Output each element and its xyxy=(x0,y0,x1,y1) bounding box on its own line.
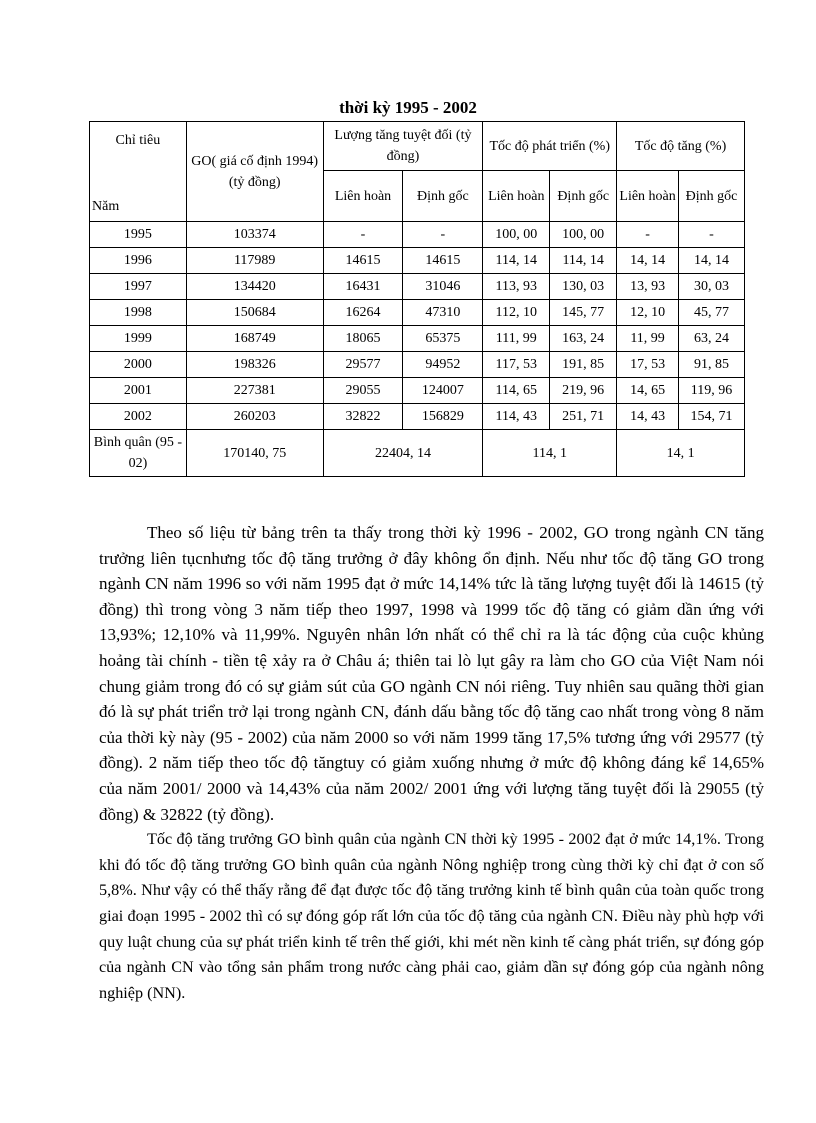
header-luong-tang: Lượng tăng tuyệt đối (tỷ đồng) xyxy=(323,122,483,171)
table-cell: 12, 10 xyxy=(617,300,679,326)
table-cell: - xyxy=(403,222,483,248)
table-cell: 47310 xyxy=(403,300,483,326)
header-dinh-goc: Định gốc xyxy=(550,171,617,222)
average-go: 170140, 75 xyxy=(186,430,323,477)
table-cell: 145, 77 xyxy=(550,300,617,326)
table-cell: 29055 xyxy=(323,378,403,404)
average-toc-do-tang: 14, 1 xyxy=(617,430,745,477)
average-luong-tang: 22404, 14 xyxy=(323,430,483,477)
table-cell: - xyxy=(617,222,679,248)
table-cell: 65375 xyxy=(403,326,483,352)
table-cell: 163, 24 xyxy=(550,326,617,352)
table-cell: 100, 00 xyxy=(483,222,550,248)
average-label: Bình quân (95 - 02) xyxy=(90,430,187,477)
table-cell: 114, 65 xyxy=(483,378,550,404)
table-cell: 31046 xyxy=(403,274,483,300)
table-cell: 1998 xyxy=(90,300,187,326)
table-cell: 168749 xyxy=(186,326,323,352)
table-cell: 14, 14 xyxy=(679,248,745,274)
table-cell: 16431 xyxy=(323,274,403,300)
table-cell: 124007 xyxy=(403,378,483,404)
table-cell: 100, 00 xyxy=(550,222,617,248)
table-row xyxy=(90,326,745,352)
table-cell: 2002 xyxy=(90,404,187,430)
table-cell: 191, 85 xyxy=(550,352,617,378)
table-cell: 14, 14 xyxy=(617,248,679,274)
table-cell: 227381 xyxy=(186,378,323,404)
header-lien-hoan: Liên hoàn xyxy=(323,171,403,222)
average-toc-do-phat-trien: 114, 1 xyxy=(483,430,617,477)
table-cell: 113, 93 xyxy=(483,274,550,300)
table-cell: 117, 53 xyxy=(483,352,550,378)
table-title: thời kỳ 1995 - 2002 xyxy=(339,98,477,117)
table-cell: 14, 65 xyxy=(617,378,679,404)
table-cell: 114, 14 xyxy=(483,248,550,274)
table-cell: 103374 xyxy=(186,222,323,248)
header-dinh-goc: Định gốc xyxy=(679,171,745,222)
table-cell: 45, 77 xyxy=(679,300,745,326)
table-cell: 130, 03 xyxy=(550,274,617,300)
table-cell: 1997 xyxy=(90,274,187,300)
table-cell: 114, 43 xyxy=(483,404,550,430)
header-chi-tieu: Chỉ tiêu xyxy=(115,133,161,148)
table-cell: 1996 xyxy=(90,248,187,274)
table-cell: 2000 xyxy=(90,352,187,378)
header-toc-do-tang: Tốc độ tăng (%) xyxy=(617,122,745,171)
table-cell: 150684 xyxy=(186,300,323,326)
table-cell: 111, 99 xyxy=(483,326,550,352)
table-cell: 16264 xyxy=(323,300,403,326)
table-cell: - xyxy=(679,222,745,248)
table-cell: 91, 85 xyxy=(679,352,745,378)
header-chi-tieu-nam xyxy=(90,122,187,222)
table-row xyxy=(90,352,745,378)
header-nam: Năm xyxy=(92,199,120,214)
table-cell: 1999 xyxy=(90,326,187,352)
table-cell: 14, 43 xyxy=(617,404,679,430)
table-cell: 32822 xyxy=(323,404,403,430)
table-cell: 198326 xyxy=(186,352,323,378)
header-toc-do-phat-trien: Tốc độ phát triển (%) xyxy=(483,122,617,171)
go-growth-table xyxy=(89,121,745,477)
table-cell: 112, 10 xyxy=(483,300,550,326)
table-row xyxy=(90,222,745,248)
table-cell: 63, 24 xyxy=(679,326,745,352)
table-cell: 114, 14 xyxy=(550,248,617,274)
table-cell: 119, 96 xyxy=(679,378,745,404)
table-row xyxy=(90,248,745,274)
table-row xyxy=(90,300,745,326)
table-cell: 11, 99 xyxy=(617,326,679,352)
table-row xyxy=(90,378,745,404)
table-cell: 94952 xyxy=(403,352,483,378)
table-cell: 117989 xyxy=(186,248,323,274)
table-cell: 251, 71 xyxy=(550,404,617,430)
table-cell: 1995 xyxy=(90,222,187,248)
table-cell: 260203 xyxy=(186,404,323,430)
paragraph-1: Theo số liệu từ bảng trên ta thấy trong thời kỳ 1996 - 2002, GO trong ngành CN tăng trưởng liên tụcnhưng tốc độ tăng trưởng ở đây không ổn định. Nếu như tốc độ tăng GO trong ngành CN năm 1996 so với năm 1995 đạt ở mức 14,14% tức là tăng lượng tuyệt đối là 14615 (tỷ đồng) thì trong vòng 3 năm tiếp theo 1997, 1998 và 1999 tốc độ tăng có giảm dần ứng với 13,93%; 12,10% và 11,99%. Nguyên nhân lớn nhất có thể chỉ ra là tác động của cuộc khủng hoảng tài chính - tiền tệ xảy ra ở Châu á; thiên tai lò lụt gây ra làm cho GO của Việt Nam nói chung giảm trong đó có sự giảm sút của GO ngành CN nói riêng. Tuy nhiên sau quãng thời gian đó là sự phát triển trở lại trong ngành CN, đánh dấu bằng tốc độ tăng cao nhất trong vòng 8 năm của thời kỳ này (95 - 2002) của năm 2000 so với năm 1999 tăng 17,5% tương ứng với 29577 (tỷ đồng). 2 năm tiếp theo tốc độ tăngtuy có giảm xuống nhưng ở mức độ không đáng kể 14,65% của năm 2001/ 2000 và 14,43% của năm 2002/ 2001 ứng với lượng tăng tuyệt đối là 29055 (tỷ đồng) & 32822 (tỷ đồng). xyxy=(99,523,764,824)
header-dinh-goc: Định gốc xyxy=(403,171,483,222)
header-go: GO( giá cố định 1994) (tỷ đồng) xyxy=(186,122,323,222)
analysis-text xyxy=(99,520,764,1006)
paragraph-2: Tốc độ tăng trưởng GO bình quân của ngành CN thời kỳ 1995 - 2002 đạt ở mức 14,1%. Trong khi đó tốc độ tăng trưởng GO bình quân của ngành Nông nghiệp trong cùng thời kỳ chỉ đạt ở con số 5,8%. Như vậy có thể thấy rằng để đạt được tốc độ tăng trưởng kinh tế bình quân của toàn quốc trong giai đoạn 1995 - 2002 thì có sự đóng góp rất lớn của tốc độ tăng của ngành CN. Điều này phù hợp với quy luật chung của sự phát triển kinh tế trên thế giới, khi mét nền kinh tế càng phát triển, sự đóng góp của ngành CN vào tổng sản phẩm trong nước càng phải cao, giảm dần sự đóng góp của ngành nông nghiệp (NN). xyxy=(99,830,764,1002)
header-lien-hoan: Liên hoàn xyxy=(617,171,679,222)
table-cell: 17, 53 xyxy=(617,352,679,378)
table-cell: - xyxy=(323,222,403,248)
header-lien-hoan: Liên hoàn xyxy=(483,171,550,222)
table-row xyxy=(90,274,745,300)
table-cell: 154, 71 xyxy=(679,404,745,430)
table-cell: 156829 xyxy=(403,404,483,430)
table-cell: 134420 xyxy=(186,274,323,300)
table-cell: 30, 03 xyxy=(679,274,745,300)
table-cell: 14615 xyxy=(403,248,483,274)
table-cell: 13, 93 xyxy=(617,274,679,300)
table-cell: 219, 96 xyxy=(550,378,617,404)
table-cell: 2001 xyxy=(90,378,187,404)
table-cell: 18065 xyxy=(323,326,403,352)
table-row xyxy=(90,404,745,430)
table-cell: 14615 xyxy=(323,248,403,274)
table-cell: 29577 xyxy=(323,352,403,378)
